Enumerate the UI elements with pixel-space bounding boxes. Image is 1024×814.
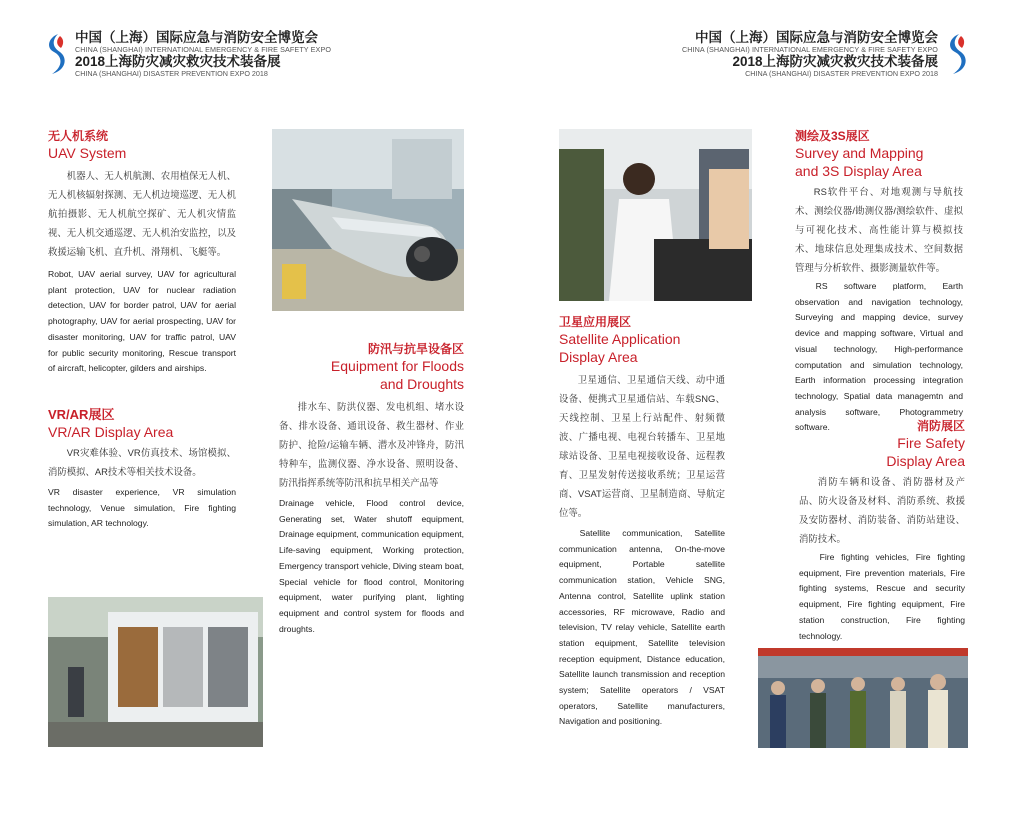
expo-logo-icon xyxy=(44,32,70,76)
header-cn-line1: 中国（上海）国际应急与消防安全博览会 xyxy=(75,30,318,45)
fire-photo xyxy=(758,648,968,748)
flood-desc-cn: 排水车、防洪仪器、发电机组、堵水设备、排水设备、通讯设备、救生器材、作业防护、抢险/运输车辆、潜水及冲锋舟，防汛特种车，监测仪器、净水设备、照明设备、防汛指挥系统等防汛和抗旱相关产品等 xyxy=(279,401,464,488)
flood-title-cn: 防汛与抗旱设备区 xyxy=(367,342,464,356)
satellite-photo xyxy=(559,129,752,301)
fire-desc-en: Fire fighting vehicles, Fire fighting equipment, Fire prevention materials, Fire fighting systems, Rescue and security equipment, Fire fighting equipment, Fire station construction, Fire fighting technology. xyxy=(799,552,965,641)
expo-logo-icon-right xyxy=(945,32,971,76)
survey-section xyxy=(795,128,963,436)
header-cn-line1-right: 中国（上海）国际应急与消防安全博览会 xyxy=(695,30,938,45)
vrar-desc-en: VR disaster experience, VR simulation technology, Venue simulation, Fire fighting simulation, AR technology. xyxy=(48,487,236,529)
satellite-title-cn: 卫星应用展区 xyxy=(559,315,632,329)
uav-title-en: UAV System xyxy=(48,145,127,161)
vrar-title-en: VR/AR Display Area xyxy=(48,424,174,440)
fire-desc-cn: 消防车辆和设备、消防器材及产品、防火设备及材料、消防系统、救援及安防器材、消防装备、消防站建设、消防技术。 xyxy=(799,476,965,544)
uav-section xyxy=(48,128,236,377)
truck-photo xyxy=(48,597,263,747)
vrar-section xyxy=(48,407,236,532)
header-en-line2: CHINA (SHANGHAI) DISASTER PREVENTION EXPO 2018 xyxy=(75,69,268,78)
header-left xyxy=(75,30,375,78)
survey-desc-cn: RS软件平台、对地观测与导航技术、测绘仪器/勘测仪器/测绘软件、虚拟与可视化技术、高性能计算与模拟技术、地球信息处理集成技术、空间数据管理与分析软件、摄影测量软件等。 xyxy=(795,186,963,273)
satellite-title-en-2: Display Area xyxy=(559,349,638,365)
flood-desc-en: Drainage vehicle, Flood control device, Generating set, Water shutoff equipment, Drainage equipment, communication equipment, Life-saving equipment, Working protection, Emergency transport vehicle, Diving steam boat, Special vehicle for flood control, Monitoring equipment, water purifying plant, lighting equipment and control system for floods and droughts. xyxy=(279,498,464,634)
header-cn-line2-right: 2018上海防灾减灾救灾技术装备展 xyxy=(732,54,938,69)
satellite-desc-en: Satellite communication, Satellite communication antenna, On-the-move equipment, Portable satellite communication station, Vehicle SNG, Antenna control, Satellite uplink station accessories, RF microwave, Radio and television, TV relay vehicle, Satellite earth station equipment, Satellite television reception equipment, Distance education, Satellite launch transmission and reception system; Satellite operators / VSAT operators, Satellite manufacturers, Navigation and positioning. xyxy=(559,528,725,727)
header-right xyxy=(662,30,938,78)
uav-desc-en: Robot, UAV aerial survey, UAV for agricultural plant protection, UAV for nuclear radiation detection, UAV for border patrol, UAV for aerial photography, UAV for aerial prospecting, UAV for disaster monitoring, UAV for traffic patrol, UAV for public security monitoring, Rescue transport of aircraft, helicopter, gilders and airships. xyxy=(48,269,236,374)
satellite-title-en-1: Satellite Application xyxy=(559,331,681,347)
uav-desc-cn: 机器人、无人机航测、农用植保无人机、无人机核辐射探测、无人机边境巡逻、无人机航拍摄影、无人机航空探矿、无人机灾情监视、无人机交通巡逻、无人机治安监控，以及救援运输飞机、直升机、滑翔机、飞艇等。 xyxy=(48,170,236,257)
fire-title-cn: 消防展区 xyxy=(916,419,965,433)
uav-photo xyxy=(272,129,464,311)
flood-title-en-1: Equipment for Floods xyxy=(330,358,464,374)
flood-section xyxy=(279,341,464,637)
vrar-desc-cn: VR灾难体验、VR仿真技术、场馆模拟、消防模拟、AR技术等相关技术设备。 xyxy=(48,447,236,477)
header-en-line2-right: CHINA (SHANGHAI) DISASTER PREVENTION EXPO 2018 xyxy=(745,69,938,78)
fire-section xyxy=(799,418,965,644)
survey-title-en-2: and 3S Display Area xyxy=(795,163,922,179)
uav-title-cn: 无人机系统 xyxy=(48,129,109,143)
vrar-title-cn: VR/AR展区 xyxy=(48,407,115,422)
survey-title-en-1: Survey and Mapping xyxy=(795,145,924,161)
flood-title-en-2: and Droughts xyxy=(379,376,464,392)
survey-desc-en: RS software platform, Earth observation and navigation technology, Surveying and mapping device, survey device and mapping software, Virtual and visual technology, High-performance computation and simulation technology, Earth information processing integration technology, Spatial data managemtn and analysis software, Photogrammetry software. xyxy=(795,281,963,433)
header-en-line1-right: CHINA (SHANGHAI) INTERNATIONAL EMERGENCY & FIRE SAFETY EXPO xyxy=(681,45,938,54)
header-en-line1: CHINA (SHANGHAI) INTERNATIONAL EMERGENCY & FIRE SAFETY EXPO xyxy=(75,45,332,54)
satellite-desc-cn: 卫星通信、卫星通信天线、动中通设备、便携式卫星通信站、车载SNG、天线控制、卫星上行站配件、射频微波、广播电视、电视台转播车、卫星地球站设备、卫星电视接收设备、远程教育、卫星发射传送接收系统；卫星运营商、VSAT运营商、卫星制造商、导航定位等。 xyxy=(559,374,725,518)
survey-title-cn: 测绘及3S展区 xyxy=(795,129,870,143)
header-cn-line2: 2018上海防灾减灾救灾技术装备展 xyxy=(75,54,281,69)
fire-title-en-2: Display Area xyxy=(886,453,965,469)
satellite-section xyxy=(559,314,725,730)
fire-title-en-1: Fire Safety xyxy=(897,435,965,451)
